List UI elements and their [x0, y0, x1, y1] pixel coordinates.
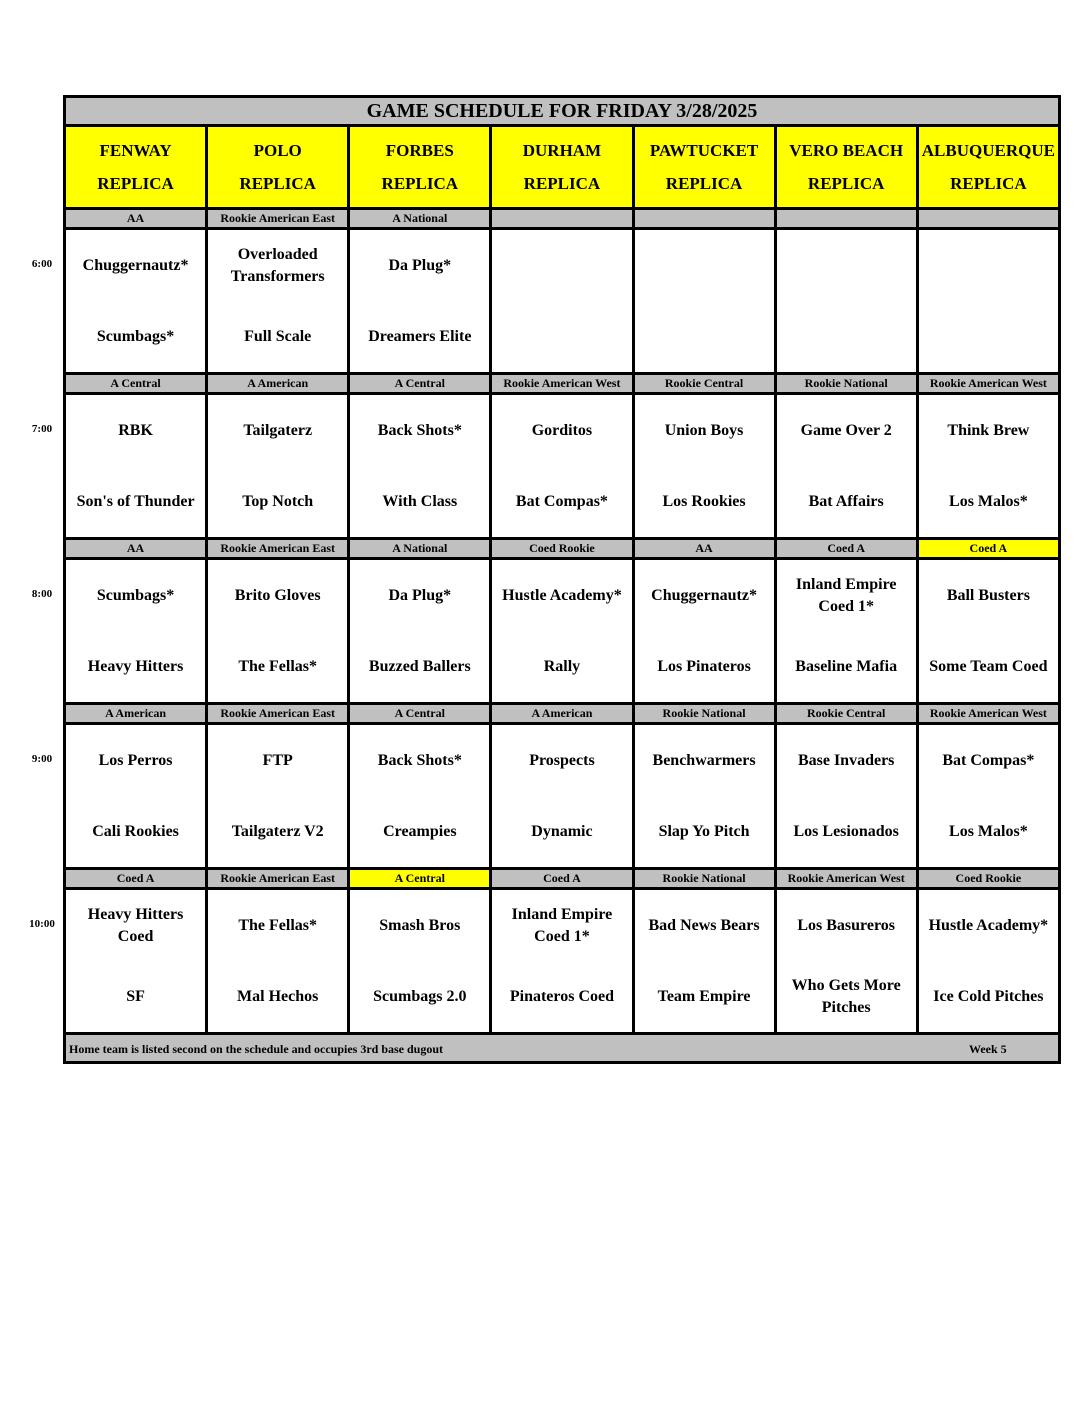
field-name: ALBUQUERQUE — [921, 141, 1055, 160]
field-name: FORBES — [385, 141, 454, 160]
away-team: Game Over 2 — [800, 421, 892, 439]
field-name: VERO BEACH — [789, 141, 904, 160]
schedule-title: GAME SCHEDULE FOR FRIDAY 3/28/2025 — [65, 97, 1060, 126]
division-label: Rookie American West — [491, 374, 633, 394]
game-row — [65, 229, 1060, 374]
away-team: Gorditos — [531, 421, 593, 439]
division-label: A National — [349, 539, 491, 559]
game-cell — [207, 394, 349, 539]
week-label: Week 5 — [969, 1042, 1007, 1056]
home-team: Team Empire — [657, 987, 751, 1005]
home-team — [635, 301, 774, 372]
game-cell — [207, 889, 349, 1034]
field-name: POLO — [253, 141, 302, 160]
division-row — [65, 539, 1060, 559]
time-column — [20, 0, 64, 1408]
field-header — [491, 126, 633, 209]
division-label: AA — [65, 539, 207, 559]
game-cell — [349, 229, 491, 374]
game-cell — [491, 724, 633, 869]
game-cell — [917, 559, 1059, 704]
game-cell — [775, 394, 917, 539]
away-team: Benchwarmers — [652, 751, 756, 769]
away-team: Ball Busters — [946, 586, 1030, 604]
field-sub: REPLICA — [97, 174, 174, 193]
game-cell — [207, 559, 349, 704]
away-team: Chuggernautz* — [651, 586, 757, 604]
away-team: Think Brew — [947, 421, 1030, 439]
division-label: Rookie American East — [207, 209, 349, 229]
home-team: Slap Yo Pitch — [658, 822, 750, 840]
home-team: Scumbags 2.0 — [373, 987, 467, 1005]
away-team: Bad News Bears — [648, 916, 760, 934]
away-team: Da Plug* — [388, 586, 452, 604]
division-label: A Central — [65, 374, 207, 394]
away-team: RBK — [118, 421, 153, 439]
home-team: Buzzed Ballers — [368, 657, 471, 675]
game-cell — [65, 889, 207, 1034]
game-cell — [349, 394, 491, 539]
home-team: Some Team Coed — [929, 657, 1048, 675]
field-header-row — [65, 126, 1060, 209]
division-label: A American — [491, 704, 633, 724]
away-team: Bat Compas* — [942, 751, 1035, 769]
division-row — [65, 704, 1060, 724]
home-team: Los Malos* — [949, 822, 1028, 840]
away-team: Da Plug* — [388, 256, 452, 274]
field-sub: REPLICA — [381, 174, 459, 193]
division-label: Coed A — [491, 869, 633, 889]
home-team: With Class — [382, 492, 458, 510]
away-team: Brito Gloves — [234, 586, 321, 604]
field-sub: REPLICA — [665, 174, 743, 193]
game-cell — [491, 229, 633, 374]
division-label: Coed A — [917, 539, 1059, 559]
footer-cell — [65, 1034, 1060, 1063]
division-label: Rookie American West — [917, 374, 1059, 394]
away-team — [492, 230, 631, 301]
home-team: Los Pinateros — [657, 657, 751, 675]
division-label: Coed A — [775, 539, 917, 559]
away-team: Heavy Hitters Coed — [87, 905, 184, 945]
division-label — [775, 209, 917, 229]
division-label — [633, 209, 775, 229]
division-label: Rookie Central — [775, 704, 917, 724]
division-label: A American — [207, 374, 349, 394]
field-name: PAWTUCKET — [649, 141, 759, 160]
home-team: Creampies — [383, 822, 457, 840]
division-label: Rookie American East — [207, 539, 349, 559]
division-row — [65, 869, 1060, 889]
home-team: Pinateros Coed — [509, 987, 614, 1005]
away-team: Hustle Academy* — [502, 586, 622, 604]
home-team: Baseline Mafia — [795, 657, 898, 675]
division-label: A National — [349, 209, 491, 229]
home-team — [777, 301, 916, 372]
home-team: The Fellas* — [238, 657, 318, 675]
field-sub: REPLICA — [807, 174, 885, 193]
away-team — [919, 230, 1058, 301]
division-row — [65, 374, 1060, 394]
game-cell — [349, 889, 491, 1034]
game-cell — [349, 559, 491, 704]
division-label: A Central — [349, 704, 491, 724]
home-team: Rally — [543, 657, 581, 675]
division-label: A American — [65, 704, 207, 724]
away-team: Scumbags* — [96, 586, 175, 604]
footer-note: Home team is listed second on the schedule and occupies 3rd base dugout — [69, 1042, 444, 1056]
away-team: Hustle Academy* — [928, 916, 1049, 934]
away-team: The Fellas* — [238, 916, 318, 934]
division-label: Rookie National — [633, 704, 775, 724]
home-team: Tailgaterz V2 — [231, 822, 324, 840]
time-label: 10:00 — [29, 917, 55, 930]
away-team: Smash Bros — [379, 916, 461, 934]
home-team: Top Notch — [242, 492, 314, 510]
field-header — [65, 126, 207, 209]
away-team: Base Invaders — [797, 751, 895, 769]
field-name: FENWAY — [99, 141, 172, 160]
game-cell — [775, 229, 917, 374]
game-cell — [349, 724, 491, 869]
home-team: Who Gets More Pitches — [791, 976, 901, 1016]
division-label: Rookie American West — [917, 704, 1059, 724]
home-team — [919, 301, 1058, 372]
game-row — [65, 559, 1060, 704]
home-team: Los Rookies — [662, 492, 746, 510]
game-cell — [633, 229, 775, 374]
field-header — [633, 126, 775, 209]
away-team: Back Shots* — [377, 421, 462, 439]
field-header — [207, 126, 349, 209]
game-cell — [917, 394, 1059, 539]
away-team: Inland Empire Coed 1* — [511, 905, 613, 945]
away-team: Tailgaterz — [243, 421, 313, 439]
game-cell — [491, 889, 633, 1034]
home-team: Los Malos* — [949, 492, 1028, 510]
field-name: DURHAM — [522, 141, 602, 160]
home-team — [492, 301, 631, 372]
away-team: Los Perros — [98, 751, 173, 769]
division-label: A Central — [349, 869, 491, 889]
division-label: Coed Rookie — [917, 869, 1059, 889]
game-cell — [65, 394, 207, 539]
home-team: Dreamers Elite — [368, 327, 472, 345]
division-label: A Central — [349, 374, 491, 394]
division-label: Rookie National — [633, 869, 775, 889]
away-team — [777, 230, 916, 301]
division-label: Rookie American West — [775, 869, 917, 889]
home-team: Bat Compas* — [515, 492, 608, 510]
game-cell — [633, 889, 775, 1034]
field-header — [349, 126, 491, 209]
time-label: 6:00 — [31, 257, 53, 270]
home-team: Cali Rookies — [92, 822, 179, 840]
game-cell — [491, 559, 633, 704]
away-team: Overloaded Transformers — [230, 245, 325, 285]
field-sub: REPLICA — [523, 174, 601, 193]
time-label: 9:00 — [31, 752, 53, 765]
game-cell — [775, 724, 917, 869]
game-cell — [633, 394, 775, 539]
away-team: Prospects — [529, 751, 595, 769]
game-row — [65, 724, 1060, 869]
game-cell — [633, 559, 775, 704]
division-label — [491, 209, 633, 229]
division-label: Coed A — [65, 869, 207, 889]
division-label: Rookie American East — [207, 704, 349, 724]
game-cell — [775, 889, 917, 1034]
home-team: Bat Affairs — [808, 492, 884, 510]
division-label — [917, 209, 1059, 229]
away-team: FTP — [262, 751, 293, 769]
footer-row — [65, 1034, 1060, 1063]
division-label: Coed Rookie — [491, 539, 633, 559]
field-header — [775, 126, 917, 209]
division-row — [65, 209, 1060, 229]
division-label: AA — [633, 539, 775, 559]
time-label: 8:00 — [31, 587, 53, 600]
game-cell — [917, 229, 1059, 374]
game-row — [65, 394, 1060, 539]
game-cell — [917, 889, 1059, 1034]
time-label: 7:00 — [31, 422, 53, 435]
field-header — [917, 126, 1059, 209]
home-team: Scumbags* — [96, 327, 175, 345]
home-team: Heavy Hitters — [87, 657, 184, 675]
home-team: SF — [126, 987, 145, 1005]
division-label: Rookie Central — [633, 374, 775, 394]
division-label: AA — [65, 209, 207, 229]
away-team: Inland Empire Coed 1* — [795, 575, 897, 615]
game-cell — [207, 229, 349, 374]
game-cell — [917, 724, 1059, 869]
home-team: Mal Hechos — [237, 987, 319, 1005]
game-cell — [491, 394, 633, 539]
home-team: Los Lesionados — [793, 822, 899, 840]
game-cell — [65, 559, 207, 704]
away-team: Chuggernautz* — [82, 256, 189, 274]
away-team: Union Boys — [664, 421, 744, 439]
field-sub: REPLICA — [950, 174, 1027, 193]
away-team: Back Shots* — [377, 751, 462, 769]
home-team: Ice Cold Pitches — [933, 987, 1044, 1005]
game-row — [65, 889, 1060, 1034]
home-team: Dynamic — [531, 822, 593, 840]
away-team — [635, 230, 774, 301]
game-cell — [633, 724, 775, 869]
division-label: Rookie American East — [207, 869, 349, 889]
game-cell — [65, 229, 207, 374]
game-cell — [65, 724, 207, 869]
home-team: Son's of Thunder — [76, 492, 195, 510]
division-label: Rookie National — [775, 374, 917, 394]
field-sub: REPLICA — [239, 174, 316, 193]
game-cell — [775, 559, 917, 704]
game-cell — [207, 724, 349, 869]
home-team: Full Scale — [244, 327, 312, 345]
game-schedule-table — [63, 95, 1061, 1064]
away-team: Los Basureros — [797, 916, 896, 934]
